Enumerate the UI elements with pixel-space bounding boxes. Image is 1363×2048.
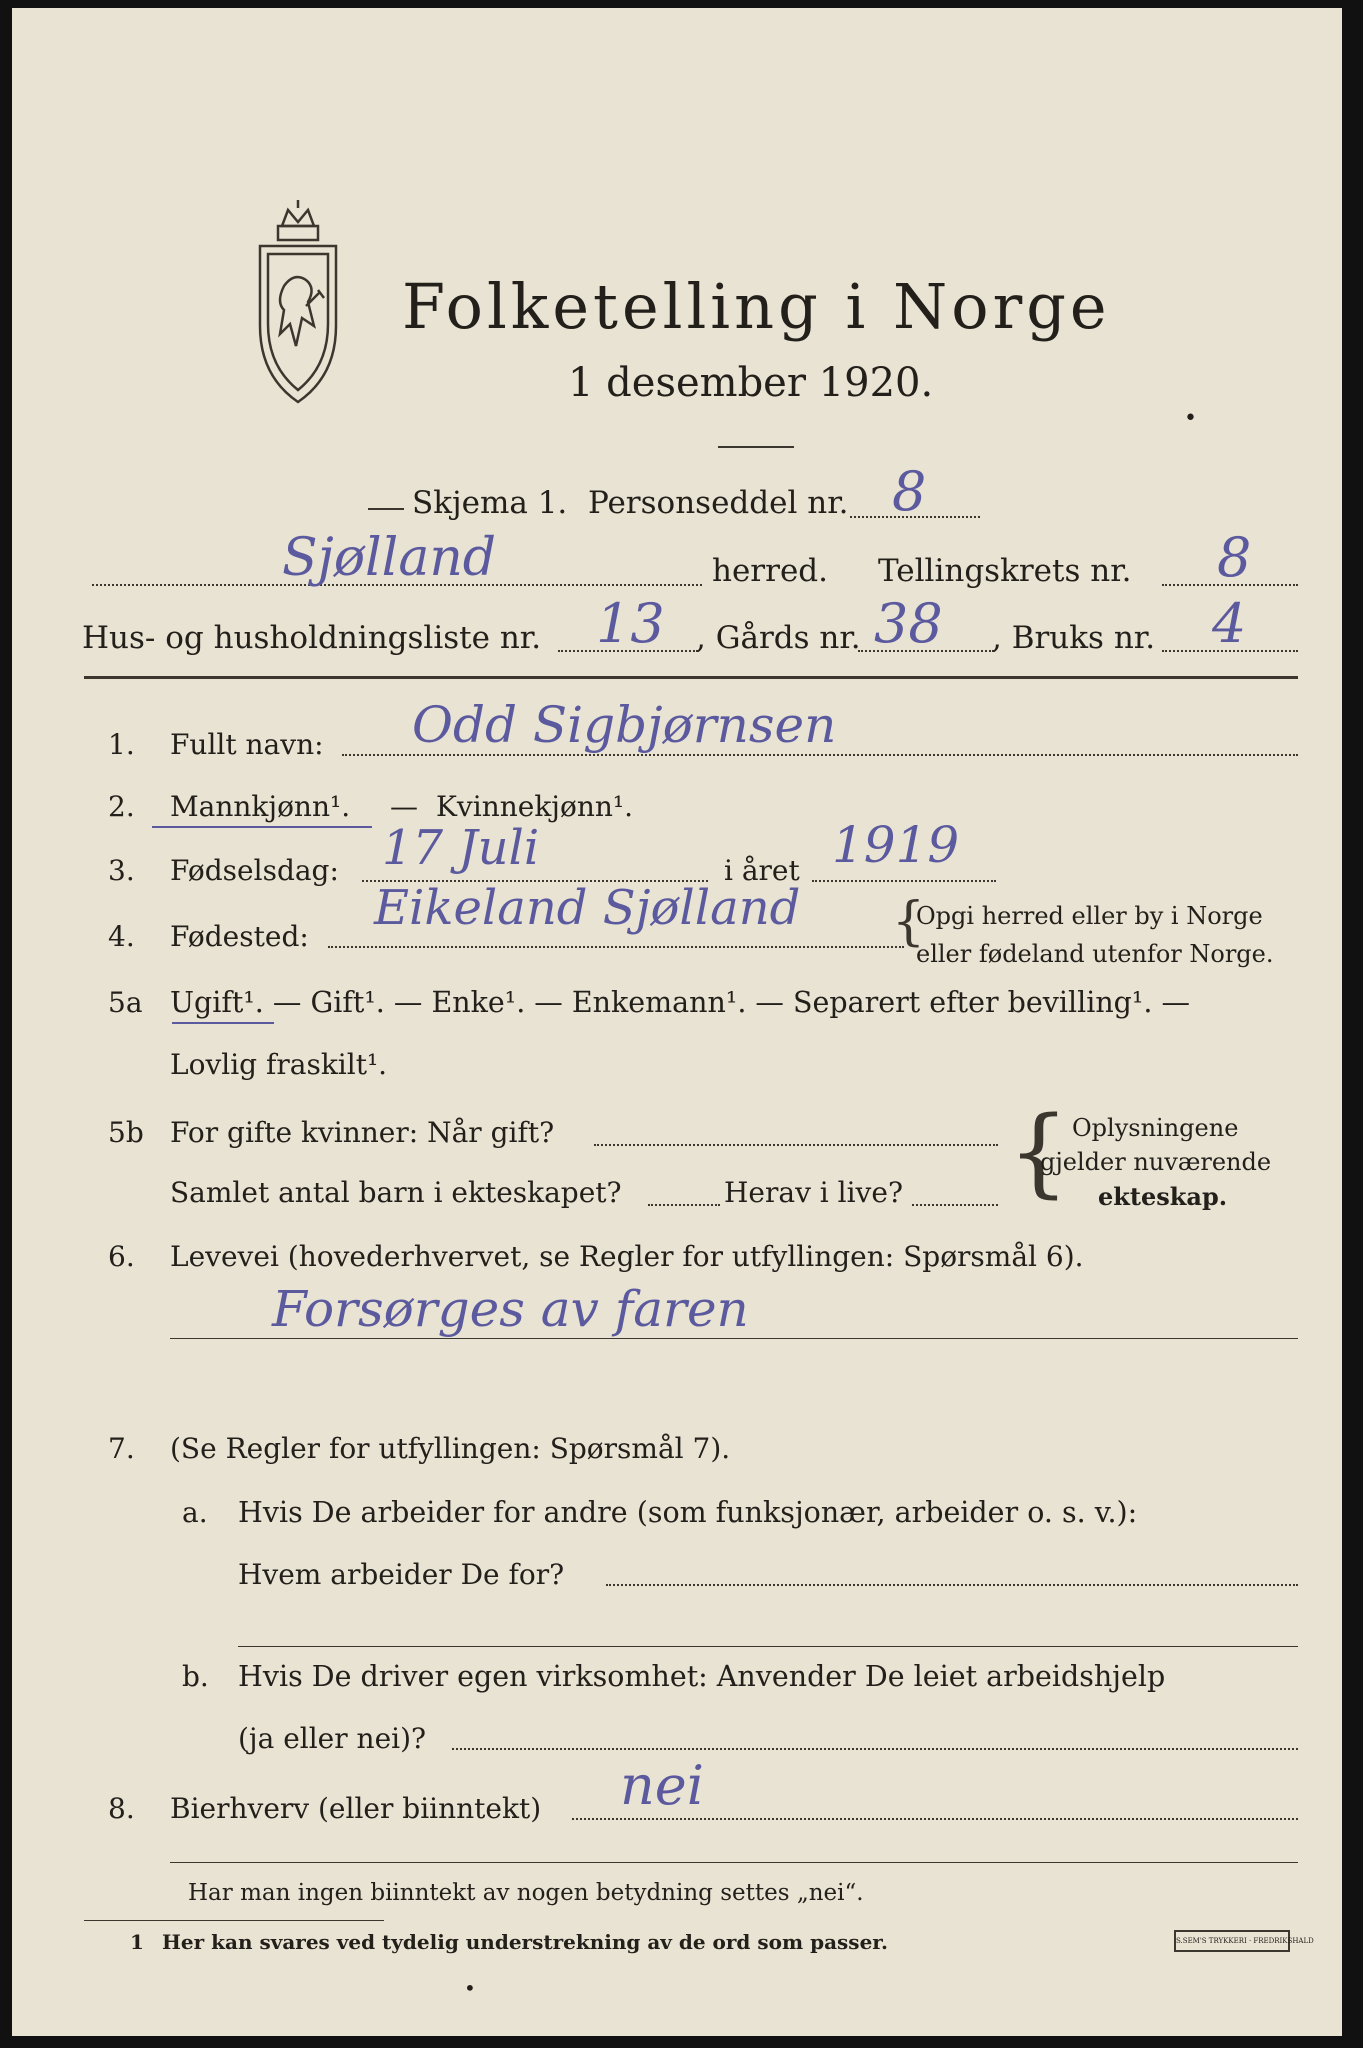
skjema-label: Skjema 1. [412,485,568,521]
census-date: 1 desember 1920. [568,360,934,406]
bruks-label: , Bruks nr. [992,620,1156,656]
census-form-page [12,8,1342,2036]
male-option: Mannkjønn¹. [170,790,351,823]
q5a-number: 5a [108,986,143,1019]
children-total-label: Samlet antal barn i ekteskapet? [170,1176,622,1209]
q1-line [342,754,1298,756]
bruks-value: 4 [1212,592,1247,655]
marital-status-divorced: Lovlig fraskilt¹. [170,1048,388,1081]
q7a-text: Hvis De arbeider for andre (som funksjonær, arbeider o. s. v.): [238,1496,1138,1529]
q4-brace: { [892,892,926,952]
hired-help-line [452,1748,1298,1750]
q4-line [328,946,904,948]
q8-separator [170,1862,1298,1863]
q7b-letter: b. [182,1660,209,1693]
hired-help-label: (ja eller nei)? [238,1722,427,1755]
q2-number: 2. [108,790,135,823]
footnote-mark: 1 [130,1930,144,1954]
employer-line [606,1584,1298,1586]
birth-year-value: 1919 [832,816,960,874]
birthday-value: 17 Juli [382,820,540,876]
skjema-dash [368,508,404,510]
herred-label: herred. [712,553,828,589]
q6-number: 6. [108,1240,135,1273]
children-alive-line [912,1204,998,1206]
form-title: Folketelling i Norge [402,270,1111,343]
q7-number: 7. [108,1432,135,1465]
marital-status-options: Ugift¹. — Gift¹. — Enke¹. — Enkemann¹. — Separert efter bevilling¹. — [170,986,1190,1019]
norwegian-coat-of-arms-icon [242,206,354,406]
q1-number: 1. [108,728,135,761]
children-total-line [648,1204,720,1206]
hus-label: Hus- og husholdningsliste nr. [82,620,542,656]
header-separator [84,676,1298,679]
q7a-letter: a. [182,1496,208,1529]
printer-stamp: S.SEM'S TRYKKERI · FREDRIKSHALD [1174,1930,1290,1952]
q7b-text: Hvis De driver egen virksomhet: Anvender De leiet arbeidshjelp [238,1660,1166,1693]
q8-label: Bierhverv (eller biinntekt) [170,1792,542,1825]
ink-mark: • [1184,406,1197,431]
q8-number: 8. [108,1792,135,1825]
q5b-note2: gjelder nuværende [1040,1148,1272,1176]
birthplace-value: Eikeland Sjølland [374,880,801,936]
q4-label: Fødested: [170,920,309,953]
ink-dot: • [464,1976,476,2000]
full-name-value: Odd Sigbjørnsen [412,696,837,754]
herred-value: Sjølland [282,528,497,588]
male-underline [152,826,372,828]
year-line [812,880,996,882]
ugift-underline [172,1022,274,1024]
employer-label: Hvem arbeider De for? [238,1558,565,1591]
female-option: Kvinnekjønn¹. [436,790,634,823]
q3-label: Fødselsdag: [170,854,339,887]
tellingskrets-value: 8 [1217,526,1252,589]
side-income-note: Har man ingen biinntekt av nogen betydning settes „nei“. [188,1880,864,1906]
q5b-brace: { [1008,1096,1070,1208]
year-label: i året [724,854,800,887]
q8-line [572,1818,1298,1820]
occupation-value: Forsørges av faren [272,1280,749,1338]
q2-separator: — [390,790,418,823]
q4-number: 4. [108,920,135,953]
q4-note-line2: eller fødeland utenfor Norge. [916,940,1274,968]
personseddel-value: 8 [892,460,927,523]
gards-value: 38 [874,592,943,655]
q5b-note3: ekteskap. [1098,1182,1228,1211]
side-income-value: nei [620,1754,705,1817]
q3-number: 3. [108,854,135,887]
children-alive-label: Herav i live? [724,1176,903,1209]
q5b-number: 5b [108,1116,144,1149]
married-when-line [594,1144,998,1146]
tellingskrets-label: Tellingskrets nr. [878,553,1132,589]
q6-line [170,1338,1298,1339]
gards-label: , Gårds nr. [696,620,861,656]
employer-line-2 [238,1646,1298,1647]
footnote-rule [84,1920,384,1921]
married-when-label: For gifte kvinner: Når gift? [170,1116,555,1149]
q6-label: Levevei (hovederhvervet, se Regler for utfyllingen: Spørsmål 6). [170,1240,1084,1273]
footnote-text: Her kan svares ved tydelig understrekning av de ord som passer. [162,1930,888,1954]
title-divider [718,446,794,448]
q5b-note1: Oplysningene [1072,1114,1239,1142]
personseddel-label: Personseddel nr. [588,485,849,521]
q4-note-line1: Opgi herred eller by i Norge [916,902,1263,930]
hus-value: 13 [596,592,665,655]
q7-label: (Se Regler for utfyllingen: Spørsmål 7). [170,1432,731,1465]
q1-label: Fullt navn: [170,728,324,761]
